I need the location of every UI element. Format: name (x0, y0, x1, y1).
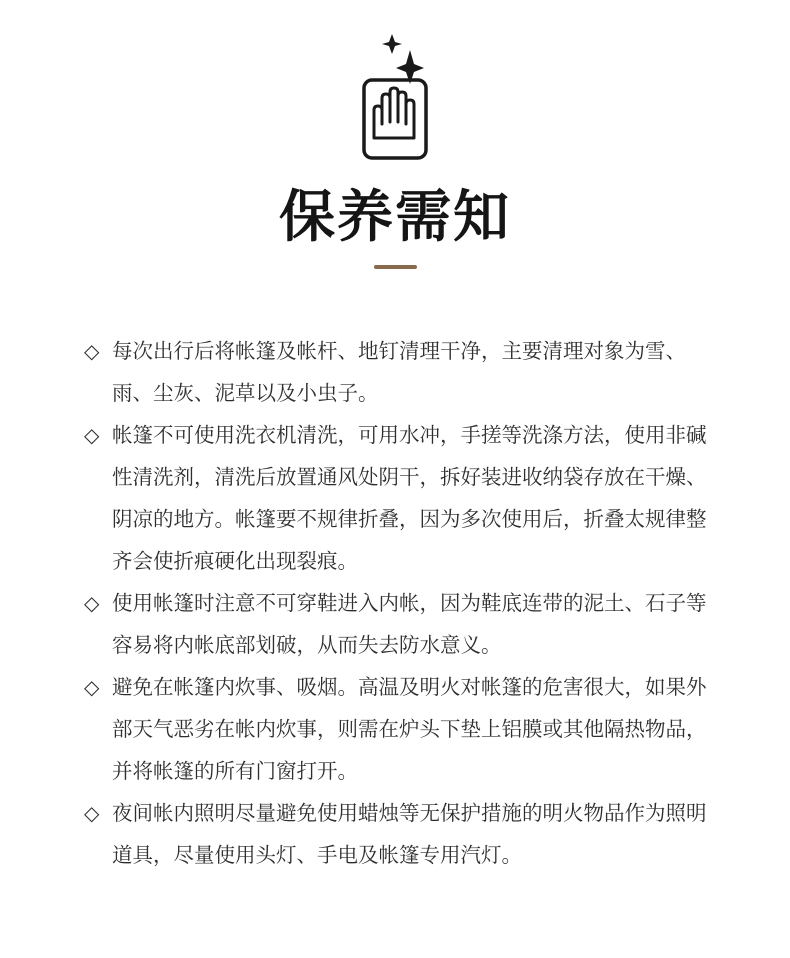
care-tip-text: 夜间帐内照明尽量避免使用蜡烛等无保护措施的明火物品作为照明道具，尽量使用头灯、手电及帐篷专用汽灯。 (112, 801, 707, 867)
diamond-bullet-icon: ◇ (84, 675, 100, 699)
care-tip (84, 330, 714, 414)
care-tip (84, 414, 714, 582)
diamond-bullet-icon: ◇ (84, 339, 100, 363)
care-tip (84, 666, 714, 792)
care-tips-list (84, 330, 714, 876)
care-tip-text: 每次出行后将帐篷及帐杆、地钉清理干净，主要清理对象为雪、雨、尘灰、泥草以及小虫子。 (112, 339, 686, 405)
small-sparkle-icon (382, 34, 402, 54)
care-tip (84, 582, 714, 666)
care-tip-text: 避免在帐篷内炊事、吸烟。高温及明火对帐篷的危害很大，如果外部天气恶劣在帐内炊事，则需在炉头下垫上铝膜或其他隔热物品，并将帐篷的所有门窗打开。 (112, 675, 707, 783)
care-tip-text: 使用帐篷时注意不可穿鞋进入内帐，因为鞋底连带的泥土、石子等容易将内帐底部划破，从而失去防水意义。 (112, 591, 707, 657)
glove-sparkle-icon (358, 34, 434, 164)
page-title: 保养需知 (279, 185, 511, 250)
care-tip-text: 帐篷不可使用洗衣机清洗，可用水冲，手搓等洗涤方法，使用非碱性清洗剂，清洗后放置通风处阴干，拆好装进收纳袋存放在干燥、阴凉的地方。帐篷要不规律折叠，因为多次使用后，折叠太规律整齐会使折痕硬化出现裂痕。 (112, 423, 707, 573)
diamond-bullet-icon: ◇ (84, 423, 100, 447)
title-divider (374, 265, 417, 269)
diamond-bullet-icon: ◇ (84, 801, 100, 825)
hand-outline (374, 88, 414, 138)
care-tip (84, 792, 714, 876)
diamond-bullet-icon: ◇ (84, 591, 100, 615)
